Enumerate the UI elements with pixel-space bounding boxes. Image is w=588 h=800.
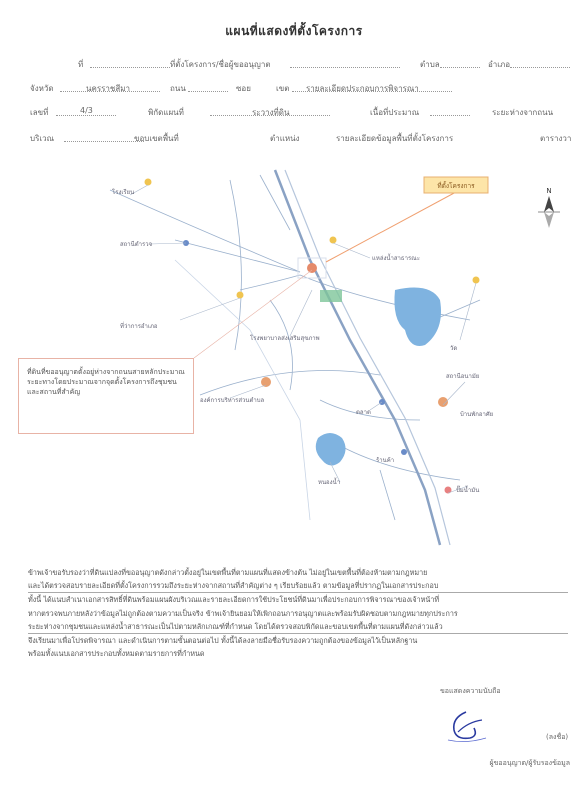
form-label: ตารางวา	[540, 134, 572, 143]
form-blank	[188, 82, 228, 92]
map-label: ร้านค้า	[376, 457, 395, 464]
map-label: หนองน้ำ	[318, 479, 341, 486]
road	[330, 440, 460, 480]
form-row-1	[30, 58, 570, 72]
form-label: ตำบล	[420, 60, 440, 69]
form-label: ที่ตั้งโครงการ/ชื่อผู้ขออนุญาต	[170, 60, 271, 69]
form-row-2	[30, 82, 570, 96]
signature-mark	[438, 708, 492, 746]
closing-text: ขอแสดงความนับถือ	[440, 687, 501, 695]
road	[110, 190, 300, 272]
site-callout-line	[326, 192, 456, 262]
form-label: เขต	[276, 84, 290, 93]
road	[175, 260, 310, 520]
map-pin-icon	[473, 277, 480, 284]
body-line: พร้อมทั้งแนบเอกสารประกอบทั้งหมดตามรายการที่กำหนด	[28, 649, 205, 659]
form-blank	[290, 58, 400, 68]
form-label: จังหวัด	[30, 84, 54, 93]
map-label: สถานีตำรวจ	[120, 241, 153, 248]
form-blank	[510, 58, 570, 68]
north-label: N	[546, 187, 552, 195]
form-label: ซอย	[236, 84, 251, 93]
road	[240, 275, 300, 290]
map-label: ตลาด	[356, 409, 371, 416]
map-pin-icon	[237, 292, 244, 299]
water-body-2	[316, 433, 346, 466]
road	[270, 300, 293, 390]
form-value: 4/3	[80, 106, 93, 115]
form-label: ระวางที่ดิน	[252, 108, 290, 117]
road	[175, 240, 300, 272]
body-line: และได้ตรวจสอบรายละเอียดที่ตั้งโครงการรวมถึงระยะห่างจากสถานที่สำคัญต่าง ๆ เรียบร้อยแล้ว ตามข้อมูลที่ปรากฏในเอกสารประกอบ	[28, 579, 568, 593]
map-label: วัด	[450, 345, 458, 352]
form-label: เนื้อที่ประมาณ	[370, 108, 420, 117]
form-label: ตำแหน่ง	[270, 134, 300, 143]
form-row-3	[30, 106, 570, 120]
green-area	[320, 290, 342, 302]
project-site-marker	[307, 263, 317, 273]
map-callout-note: ที่ดินที่ขออนุญาตตั้งอยู่ห่างจากถนนสายหลักประมาณ ระยะทางโดยประมาณจากจุดตั้งโครงการถึงชุมชนและสถานที่สำคัญ	[18, 358, 194, 434]
form-blank	[430, 106, 470, 116]
body-line: หากตรวจพบภายหลังว่าข้อมูลไม่ถูกต้องตามความเป็นจริง ข้าพเจ้ายินยอมให้เพิกถอนการอนุญาตและพร้อมรับผิดชอบตามกฎหมายทุกประการ	[28, 608, 458, 618]
signature-label: (ลงชื่อ)	[546, 733, 569, 741]
site-label: ที่ตั้งโครงการ	[437, 182, 475, 190]
form-label: ที่	[78, 60, 84, 69]
map-label: โรงพยาบาลส่งเสริมสุขภาพ	[250, 335, 320, 342]
form-value: รายละเอียดประกอบการพิจารณา	[306, 84, 419, 93]
map-pin-icon	[330, 237, 337, 244]
minor-roads	[110, 175, 480, 520]
map-label: บ้านพักอาศัย	[460, 411, 494, 418]
body-line: จึงเรียนมาเพื่อโปรดพิจารณา และดำเนินการตามขั้นตอนต่อไป ทั้งนี้ได้ลงลายมือชื่อรับรองความถูกต้องของข้อมูลไว้เป็นหลักฐาน	[28, 636, 418, 646]
body-line: ข้าพเจ้าขอรับรองว่าที่ดินแปลงที่ขออนุญาตดังกล่าวตั้งอยู่ในเขตพื้นที่ตามแผนที่แสดงข้างต้น ไม่อยู่ในเขตพื้นที่ต้องห้ามตามกฎหมาย	[28, 568, 428, 577]
north-arrow-icon	[538, 187, 560, 228]
form-label: พิกัดแผนที่	[148, 108, 184, 117]
main-highway	[275, 170, 440, 545]
map-label: โรงเรียน	[112, 189, 135, 196]
document-title: แผนที่แสดงที่ตั้งโครงการ	[225, 24, 363, 38]
form-blank	[64, 132, 144, 142]
map-label: สถานีอนามัย	[446, 373, 480, 380]
road	[260, 175, 290, 230]
form-blank	[440, 58, 480, 68]
road	[230, 180, 241, 350]
water-body-1	[394, 288, 441, 346]
signature-caption: ผู้ขออนุญาต/ผู้รับรองข้อมูล	[489, 759, 570, 767]
road	[200, 371, 380, 396]
location-map	[0, 160, 588, 550]
form-label: ถนน	[170, 84, 186, 93]
road	[380, 470, 395, 520]
form-value: นครราชสีมา	[86, 84, 130, 93]
form-label: เลขที่	[30, 108, 49, 117]
form-label: ระยะห่างจากถนน	[492, 108, 554, 117]
form-label: บริเวณ	[30, 134, 55, 143]
map-pin-icon	[438, 397, 448, 407]
map-label: ที่ว่าการอำเภอ	[120, 323, 158, 330]
form-label: อำเภอ	[488, 60, 511, 69]
form-row-4	[30, 132, 570, 146]
body-paragraph	[28, 566, 568, 660]
map-label: แหล่งน้ำสาธารณะ	[372, 255, 420, 262]
form-label: ขอบเขตพื้นที่	[134, 134, 179, 143]
map-pin-icon	[145, 179, 152, 186]
map-label: องค์การบริหารส่วนตำบล	[200, 397, 265, 404]
form-label: รายละเอียดข้อมูลพื้นที่ตั้งโครงการ	[336, 134, 454, 143]
body-line: ทั้งนี้ ได้แนบสำเนาเอกสารสิทธิ์ที่ดินพร้อมแผนผังบริเวณและรายละเอียดการใช้ประโยชน์ที่ดินมาเพื่อประกอบการพิจารณาของเจ้าหน้าที่	[28, 595, 440, 605]
form-blank	[90, 58, 170, 68]
map-pin-icon	[401, 449, 407, 455]
body-line: ระยะห่างจากชุมชนและแหล่งน้ำสาธารณะเป็นไปตามหลักเกณฑ์ที่กำหนด โดยได้ตรวจสอบพิกัดและขอบเขตพื้นที่ตามแผนที่ดังกล่าวแล้ว	[28, 620, 568, 634]
map-label: ปั๊มน้ำมัน	[456, 487, 480, 494]
map-pin-icon	[261, 377, 271, 387]
